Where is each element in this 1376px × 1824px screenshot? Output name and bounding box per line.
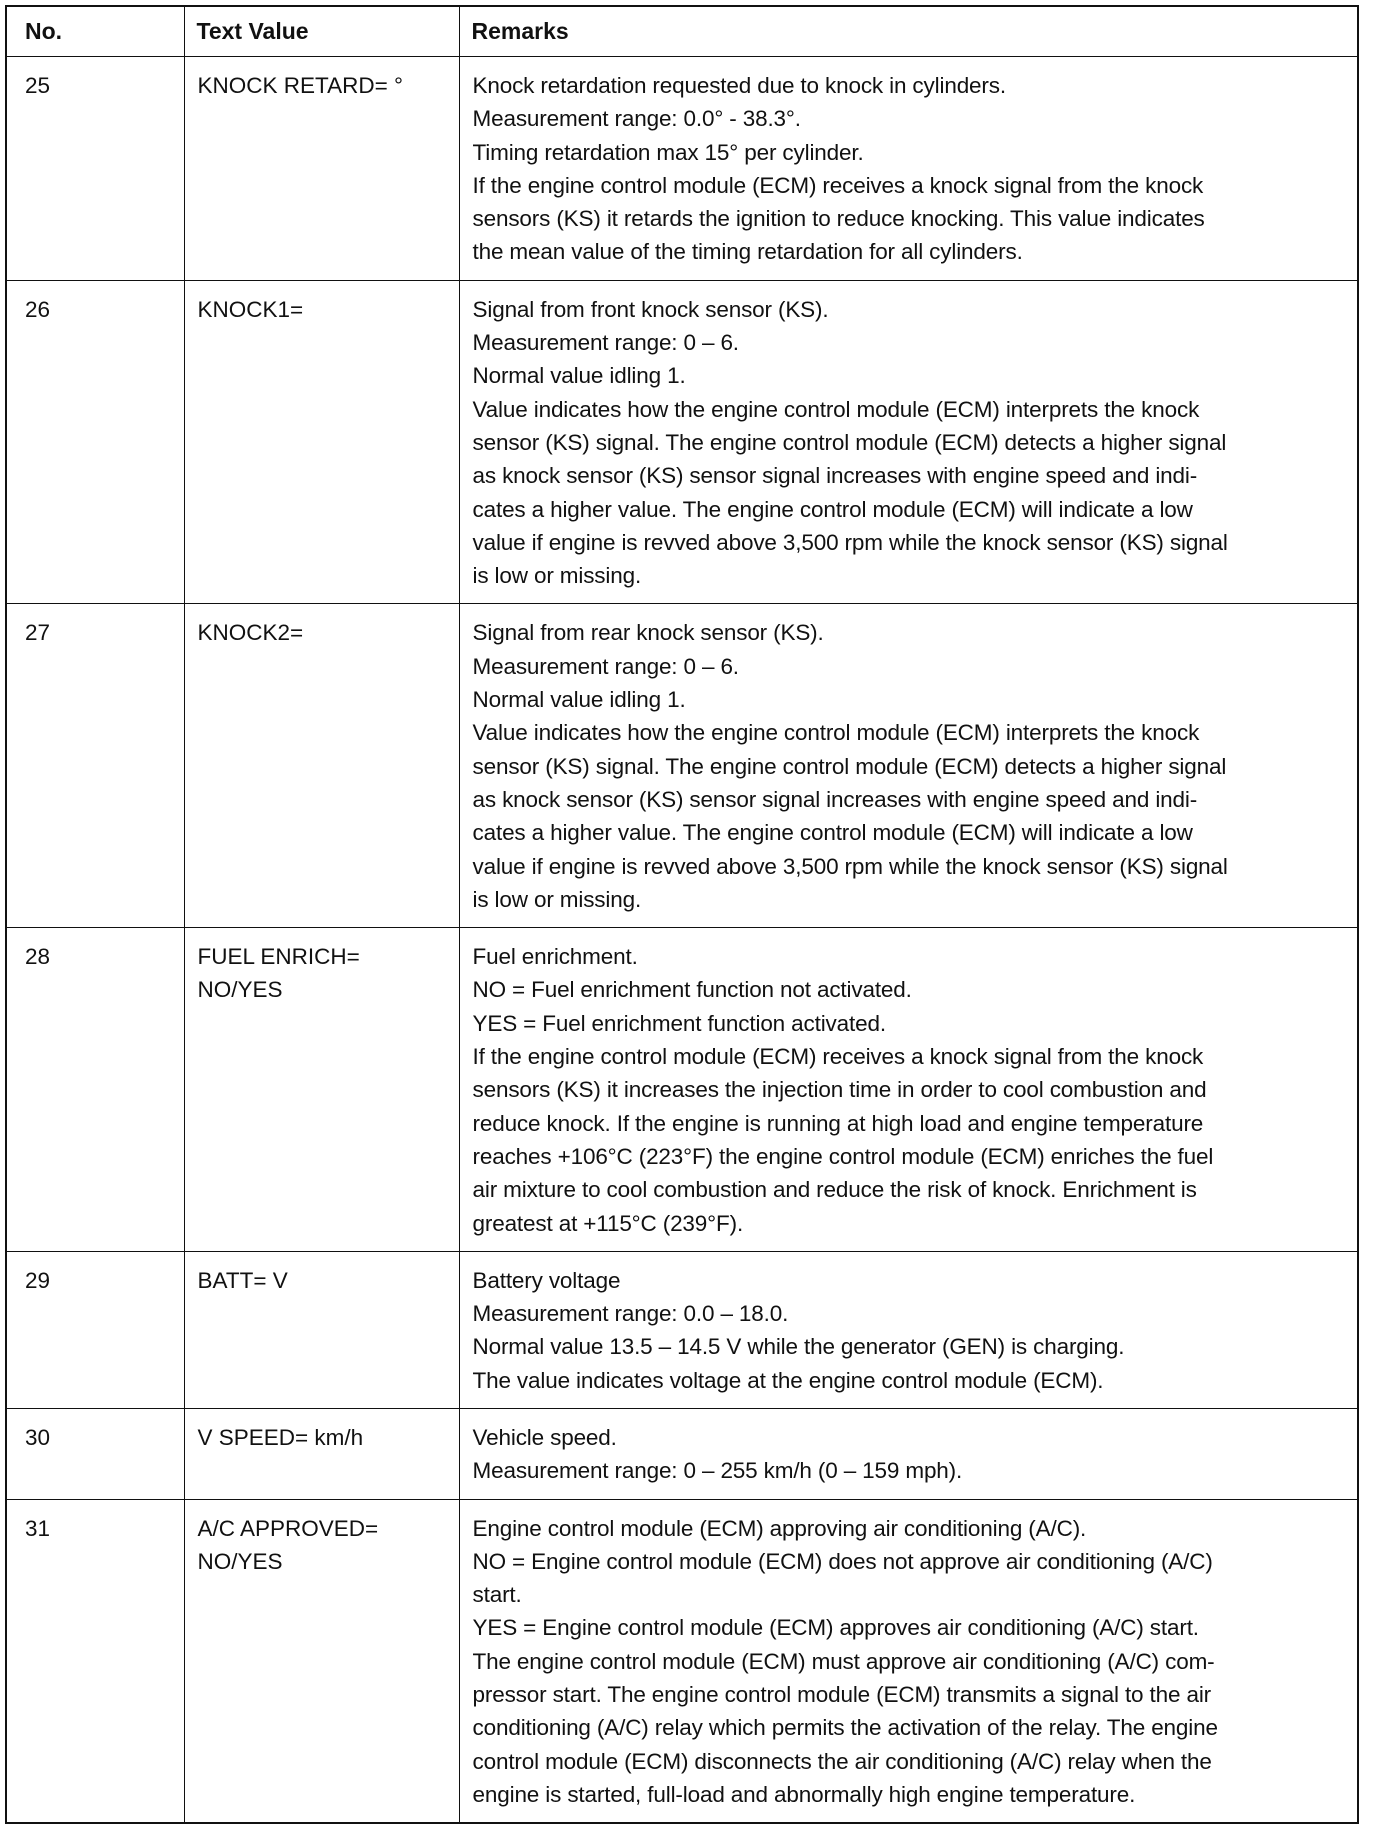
remarks-line: Normal value 13.5 – 14.5 V while the generator (GEN) is charging.: [472, 1334, 1125, 1360]
header-row: [6, 6, 1358, 57]
table-row: [6, 280, 1358, 604]
remarks-line: Vehicle speed.: [472, 1424, 617, 1450]
text-value-line: KNOCK2=: [197, 620, 304, 646]
remarks-line: Measurement range: 0 – 6.: [472, 653, 739, 679]
remarks-line: Knock retardation requested due to knock in cylinders.: [472, 73, 1006, 98]
remarks-cell: [459, 604, 1358, 928]
remarks-line: value if engine is revved above 3,500 rpm while the knock sensor (KS) signal: [472, 853, 1228, 879]
remarks-line: If the engine control module (ECM) receives a knock signal from the knock: [472, 172, 1204, 198]
remarks-line: conditioning (A/C) relay which permits the activation of the relay. The engine: [472, 1715, 1218, 1741]
remarks-line: Measurement range: 0.0° - 38.3°.: [472, 106, 801, 132]
remarks-line: sensors (KS) it increases the injection time in order to cool combustion and: [472, 1077, 1207, 1103]
remarks-line: as knock sensor (KS) sensor signal increases with engine speed and indi-: [472, 463, 1198, 489]
remarks-line: is low or missing.: [472, 886, 642, 912]
remarks-line: as knock sensor (KS) sensor signal increases with engine speed and indi-: [472, 786, 1198, 812]
remarks-line: Value indicates how the engine control module (ECM) interprets the knock: [472, 396, 1200, 422]
table-header: [6, 6, 1358, 57]
row-number: 27: [6, 604, 184, 928]
text-value-cell: [184, 280, 459, 604]
remarks-line: YES = Engine control module (ECM) approves air conditioning (A/C) start.: [472, 1615, 1199, 1641]
text-value-line: KNOCK1=: [197, 296, 304, 322]
table-row: [6, 928, 1358, 1252]
remarks-line: is low or missing.: [472, 563, 642, 589]
remarks-cell: [459, 280, 1358, 604]
row-number: 25: [6, 57, 184, 281]
text-value-line: FUEL ENRICH=: [197, 944, 360, 970]
table-row: [6, 1408, 1358, 1499]
remarks-line: air mixture to cool combustion and reduce the risk of knock. Enrichment is: [472, 1177, 1197, 1203]
row-number: 31: [6, 1499, 184, 1823]
remarks-line: Value indicates how the engine control module (ECM) interprets the knock: [472, 720, 1200, 746]
remarks-cell: [459, 928, 1358, 1252]
text-value-cell: [184, 57, 459, 281]
table-row: [6, 1251, 1358, 1408]
column-header-no: No.: [6, 6, 184, 57]
text-value-cell: [184, 1251, 459, 1408]
row-number: 30: [6, 1408, 184, 1499]
remarks-line: Normal value idling 1.: [472, 363, 686, 389]
remarks-line: NO = Engine control module (ECM) does not approve air conditioning (A/C): [472, 1548, 1213, 1574]
row-number: 26: [6, 280, 184, 604]
remarks-line: sensor (KS) signal. The engine control module (ECM) detects a higher signal: [472, 753, 1227, 779]
remarks-line: sensor (KS) signal. The engine control module (ECM) detects a higher signal: [472, 429, 1227, 455]
remarks-line: engine is started, full-load and abnormally high engine temperature.: [472, 1781, 1136, 1807]
text-value-line: V SPEED= km/h: [197, 1424, 364, 1450]
remarks-line: Signal from front knock sensor (KS).: [472, 296, 829, 322]
remarks-line: reaches +106°C (223°F) the engine control module (ECM) enriches the fuel: [472, 1143, 1214, 1169]
remarks-line: Fuel enrichment.: [472, 944, 638, 970]
text-value-line: KNOCK RETARD= °: [197, 73, 403, 98]
remarks-line: Measurement range: 0.0 – 18.0.: [472, 1301, 789, 1327]
text-value-line: NO/YES: [197, 1548, 283, 1574]
remarks-line: cates a higher value. The engine control module (ECM) will indicate a low: [472, 820, 1193, 846]
remarks-line: The engine control module (ECM) must approve air conditioning (A/C) com-: [472, 1648, 1215, 1674]
remarks-line: control module (ECM) disconnects the air conditioning (A/C) relay when the: [472, 1748, 1212, 1774]
remarks-line: Measurement range: 0 – 6.: [472, 330, 739, 356]
text-value-cell: [184, 1499, 459, 1823]
table-row: [6, 57, 1358, 281]
remarks-line: greatest at +115°C (239°F).: [472, 1210, 744, 1236]
remarks-line: the mean value of the timing retardation for all cylinders.: [472, 239, 1023, 265]
text-value-line: A/C APPROVED=: [197, 1515, 379, 1541]
table-row: [6, 604, 1358, 928]
remarks-cell: [459, 1251, 1358, 1408]
table-row: [6, 1499, 1358, 1823]
remarks-cell: [459, 1408, 1358, 1499]
text-value-cell: [184, 604, 459, 928]
remarks-line: The value indicates voltage at the engine control module (ECM).: [472, 1367, 1104, 1393]
remarks-line: Engine control module (ECM) approving air conditioning (A/C).: [472, 1515, 1087, 1541]
remarks-cell: [459, 57, 1358, 281]
text-value-cell: [184, 1408, 459, 1499]
remarks-line: Signal from rear knock sensor (KS).: [472, 620, 824, 646]
remarks-cell: [459, 1499, 1358, 1823]
parameter-table: [5, 5, 1359, 1824]
remarks-line: sensors (KS) it retards the ignition to reduce knocking. This value indicates: [472, 206, 1205, 232]
column-header-text-value: Text Value: [184, 6, 459, 57]
table-body: [6, 57, 1358, 1824]
remarks-line: Normal value idling 1.: [472, 687, 686, 713]
remarks-line: Measurement range: 0 – 255 km/h (0 – 159 mph).: [472, 1458, 963, 1484]
remarks-line: start.: [472, 1582, 522, 1608]
remarks-line: NO = Fuel enrichment function not activated.: [472, 977, 912, 1003]
row-number: 29: [6, 1251, 184, 1408]
text-value-line: NO/YES: [197, 977, 283, 1003]
row-number: 28: [6, 928, 184, 1252]
document-page: [5, 5, 1357, 1824]
remarks-line: reduce knock. If the engine is running at high load and engine temperature: [472, 1110, 1204, 1136]
remarks-line: Battery voltage: [472, 1267, 621, 1293]
remarks-line: If the engine control module (ECM) receives a knock signal from the knock: [472, 1044, 1204, 1070]
remarks-line: cates a higher value. The engine control module (ECM) will indicate a low: [472, 496, 1193, 522]
remarks-line: YES = Fuel enrichment function activated.: [472, 1010, 886, 1036]
column-header-remarks: Remarks: [459, 6, 1358, 57]
remarks-line: Timing retardation max 15° per cylinder.: [472, 139, 864, 165]
text-value-cell: [184, 928, 459, 1252]
remarks-line: pressor start. The engine control module (ECM) transmits a signal to the air: [472, 1682, 1212, 1708]
text-value-line: BATT= V: [197, 1267, 288, 1293]
remarks-line: value if engine is revved above 3,500 rpm while the knock sensor (KS) signal: [472, 529, 1228, 555]
